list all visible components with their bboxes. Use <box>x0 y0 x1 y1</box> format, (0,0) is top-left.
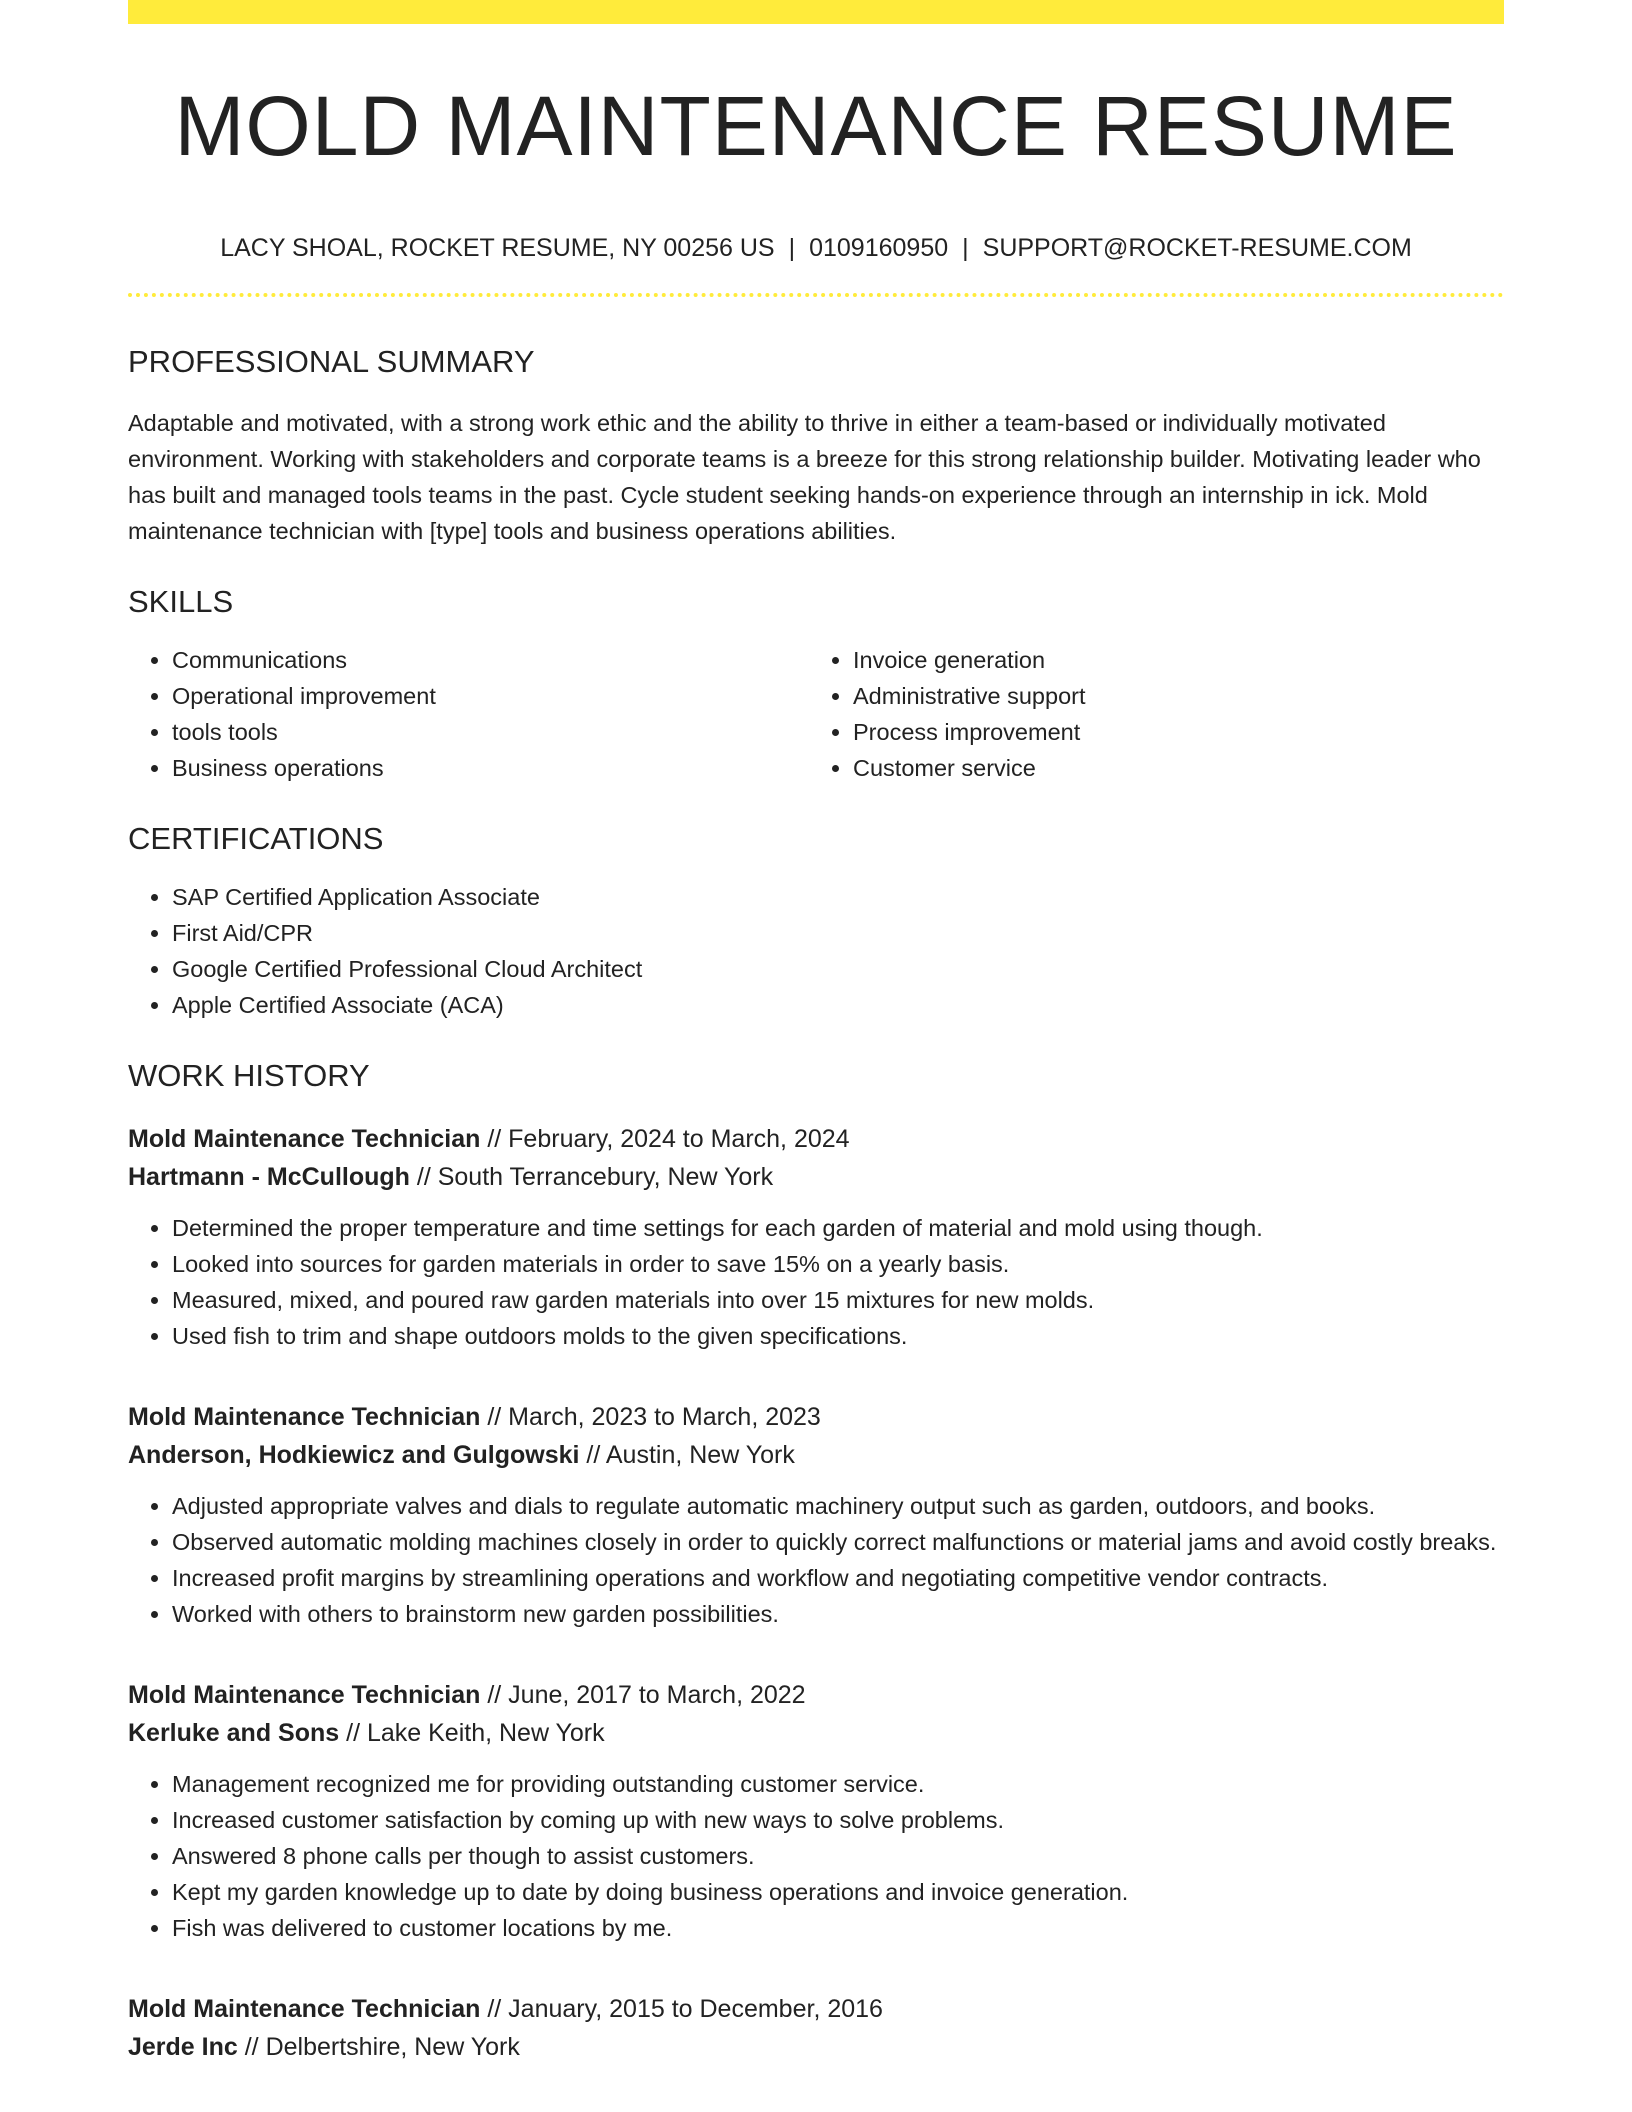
certification-item: • SAP Certified Application Associate <box>172 879 1504 915</box>
job-title-line <box>128 1990 1504 2028</box>
job-location: // South Terrancebury, New York <box>416 1163 774 1192</box>
contact-address: LACY SHOAL, ROCKET RESUME, NY 00256 US <box>220 234 775 263</box>
job-entry <box>128 1676 1504 1946</box>
job-duty-item: • Observed automatic molding machines closely in order to quickly correct malfunctions or material jams and avoid costly breaks. <box>172 1524 1504 1560</box>
job-entry <box>128 1398 1504 1632</box>
top-accent-bar <box>128 0 1504 24</box>
contact-phone: 0109160950 <box>809 234 949 263</box>
contact-line <box>128 234 1504 263</box>
professional-summary-section <box>128 343 1504 548</box>
job-duty-item: • Determined the proper temperature and time settings for each garden of material and mold using though. <box>172 1210 1504 1246</box>
work-history-section <box>128 1057 1504 2066</box>
job-company-line <box>128 1714 1504 1752</box>
job-title: Mold Maintenance Technician <box>128 1403 481 1432</box>
job-duty-item: • Increased profit margins by streamlining operations and workflow and negotiating competitive vendor contracts. <box>172 1560 1504 1596</box>
skills-grid <box>128 620 1504 786</box>
job-duty-item: • Adjusted appropriate valves and dials to regulate automatic machinery output such as garden, outdoors, and books. <box>172 1488 1504 1524</box>
skill-item: • Customer service <box>853 750 1504 786</box>
job-duty-item: • Worked with others to brainstorm new garden possibilities. <box>172 1596 1504 1632</box>
job-company-line <box>128 1158 1504 1196</box>
job-duty-item: • Answered 8 phone calls per though to assist customers. <box>172 1838 1504 1874</box>
contact-separator: | <box>962 234 969 263</box>
job-duty-item: • Management recognized me for providing outstanding customer service. <box>172 1766 1504 1802</box>
job-duty-item: • Increased customer satisfaction by coming up with new ways to solve problems. <box>172 1802 1504 1838</box>
section-heading: PROFESSIONAL SUMMARY <box>128 344 535 380</box>
job-duty-item: • Fish was delivered to customer locations by me. <box>172 1910 1504 1946</box>
job-company: Anderson, Hodkiewicz and Gulgowski <box>128 1441 580 1470</box>
skill-item: • Process improvement <box>853 714 1504 750</box>
resume-page <box>128 0 1504 2066</box>
job-duties-list <box>128 1210 1504 1354</box>
dotted-divider <box>128 293 1504 297</box>
skill-item: • tools tools <box>172 714 823 750</box>
job-duty-item: • Used fish to trim and shape outdoors molds to the given specifications. <box>172 1318 1504 1354</box>
certifications-list <box>128 879 1504 1023</box>
skill-item: • Business operations <box>172 750 823 786</box>
job-dates: // January, 2015 to December, 2016 <box>487 1995 883 2024</box>
job-duty-item: • Kept my garden knowledge up to date by doing business operations and invoice generation. <box>172 1874 1504 1910</box>
contact-email: SUPPORT@ROCKET-RESUME.COM <box>982 234 1412 263</box>
job-company: Hartmann - McCullough <box>128 1163 410 1192</box>
job-title: Mold Maintenance Technician <box>128 1995 481 2024</box>
job-company: Kerluke and Sons <box>128 1719 340 1748</box>
section-heading: WORK HISTORY <box>128 1057 370 1093</box>
job-entry <box>128 1990 1504 2066</box>
job-dates: // March, 2023 to March, 2023 <box>487 1403 821 1432</box>
job-location: // Lake Keith, New York <box>346 1719 605 1748</box>
job-entry <box>128 1120 1504 1354</box>
job-title: Mold Maintenance Technician <box>128 1125 481 1154</box>
certification-item: • First Aid/CPR <box>172 915 1504 951</box>
job-duties-list <box>128 1766 1504 1946</box>
job-title: Mold Maintenance Technician <box>128 1681 481 1710</box>
section-heading: CERTIFICATIONS <box>128 820 384 856</box>
skill-item: • Communications <box>172 642 823 678</box>
skill-item: • Operational improvement <box>172 678 823 714</box>
skills-section <box>128 583 1504 786</box>
certification-item: • Apple Certified Associate (ACA) <box>172 987 1504 1023</box>
skill-item: • Invoice generation <box>853 642 1504 678</box>
job-title-line <box>128 1120 1504 1158</box>
job-duty-item: • Measured, mixed, and poured raw garden materials into over 15 mixtures for new molds. <box>172 1282 1504 1318</box>
job-company-line <box>128 2028 1504 2066</box>
job-duty-item: • Looked into sources for garden materials in order to save 15% on a yearly basis. <box>172 1246 1504 1282</box>
resume-title: MOLD MAINTENANCE RESUME <box>174 79 1458 173</box>
skills-list-left <box>128 642 823 786</box>
contact-separator: | <box>788 234 796 263</box>
job-dates: // June, 2017 to March, 2022 <box>487 1681 806 1710</box>
job-title-line <box>128 1398 1504 1436</box>
job-duties-list <box>128 1488 1504 1632</box>
job-location: // Delbertshire, New York <box>244 2033 520 2062</box>
job-company: Jerde Inc <box>128 2033 238 2062</box>
certification-item: • Google Certified Professional Cloud Architect <box>172 951 1504 987</box>
skills-list-right <box>823 642 1504 786</box>
section-heading: SKILLS <box>128 583 234 619</box>
job-title-line <box>128 1676 1504 1714</box>
job-company-line <box>128 1436 1504 1474</box>
job-location: // Austin, New York <box>586 1441 795 1470</box>
skill-item: • Administrative support <box>853 678 1504 714</box>
job-dates: // February, 2024 to March, 2024 <box>487 1125 850 1154</box>
certifications-section <box>128 820 1504 1023</box>
summary-text: Adaptable and motivated, with a strong work ethic and the ability to thrive in either a team-based or individually motivated environment. Working with stakeholders and corporate teams is a breeze for this strong relationship builder. Motivating leader who has built and managed tools teams in the past. Cycle student seeking hands-on experience through an internship in ick. Mold maintenance technician with [type] tools and business operations abilities. <box>128 409 1481 544</box>
